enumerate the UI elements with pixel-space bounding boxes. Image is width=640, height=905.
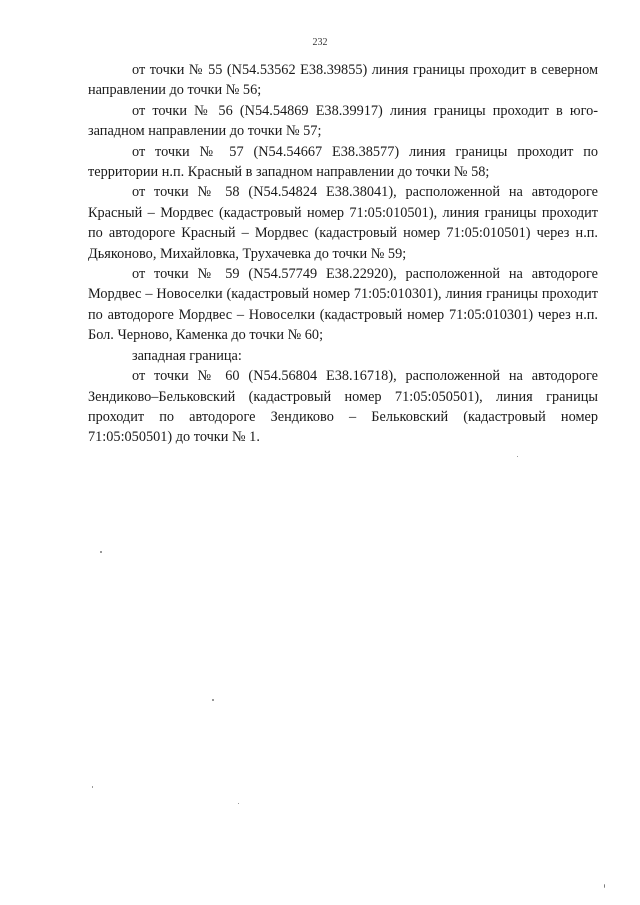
document-body [88,60,598,448]
paragraph-point-56: от точки № 56 (N54.54869 E38.39917) линия границы проходит в юго-западном направлении до точки № 57; [88,102,598,140]
section-heading-western-border: западная граница: [132,347,242,364]
page-number: 232 [312,37,328,48]
scan-speck [238,803,239,804]
scan-speck [100,551,102,553]
paragraph-point-58: от точки № 58 (N54.54824 E38.38041), расположенной на автодороге Красный – Мордвес (кадастровый номер 71:05:010501), линия границы проходит по автодороге Красный – Мордвес (кадастровый номер 71:05:010501) через н.п. Дьяконово, Михайловка, Трухачевка до точки № 59; [88,184,598,262]
scan-speck [517,456,518,457]
scan-speck [92,786,93,788]
paragraph-point-57: от точки № 57 (N54.54667 E38.38577) линия границы проходит по территории н.п. Красный в западном направлении до точки № 58; [88,143,598,181]
scan-speck [212,699,214,701]
scan-speck [604,884,605,888]
paragraph-point-55: от точки № 55 (N54.53562 E38.39855) линия границы проходит в северном направлении до точки № 56; [88,62,598,99]
paragraph-point-60: от точки № 60 (N54.56804 E38.16718), расположенной на автодороге Зендиково–Бельковский (кадастровый номер 71:05:050501), линия границы проходит по автодороге Зендиково – Бельковский (кадастровый номер 71:05:050501) до точки № 1. [88,368,598,446]
paragraph-point-59: от точки № 59 (N54.57749 E38.22920), расположенной на автодороге Мордвес – Новоселки (кадастровый номер 71:05:010301), линия границы проходит по автодороге Мордвес – Новоселки (кадастровый номер 71:05:010301) через н.п. Бол. Черново, Каменка до точки № 60; [88,266,598,344]
